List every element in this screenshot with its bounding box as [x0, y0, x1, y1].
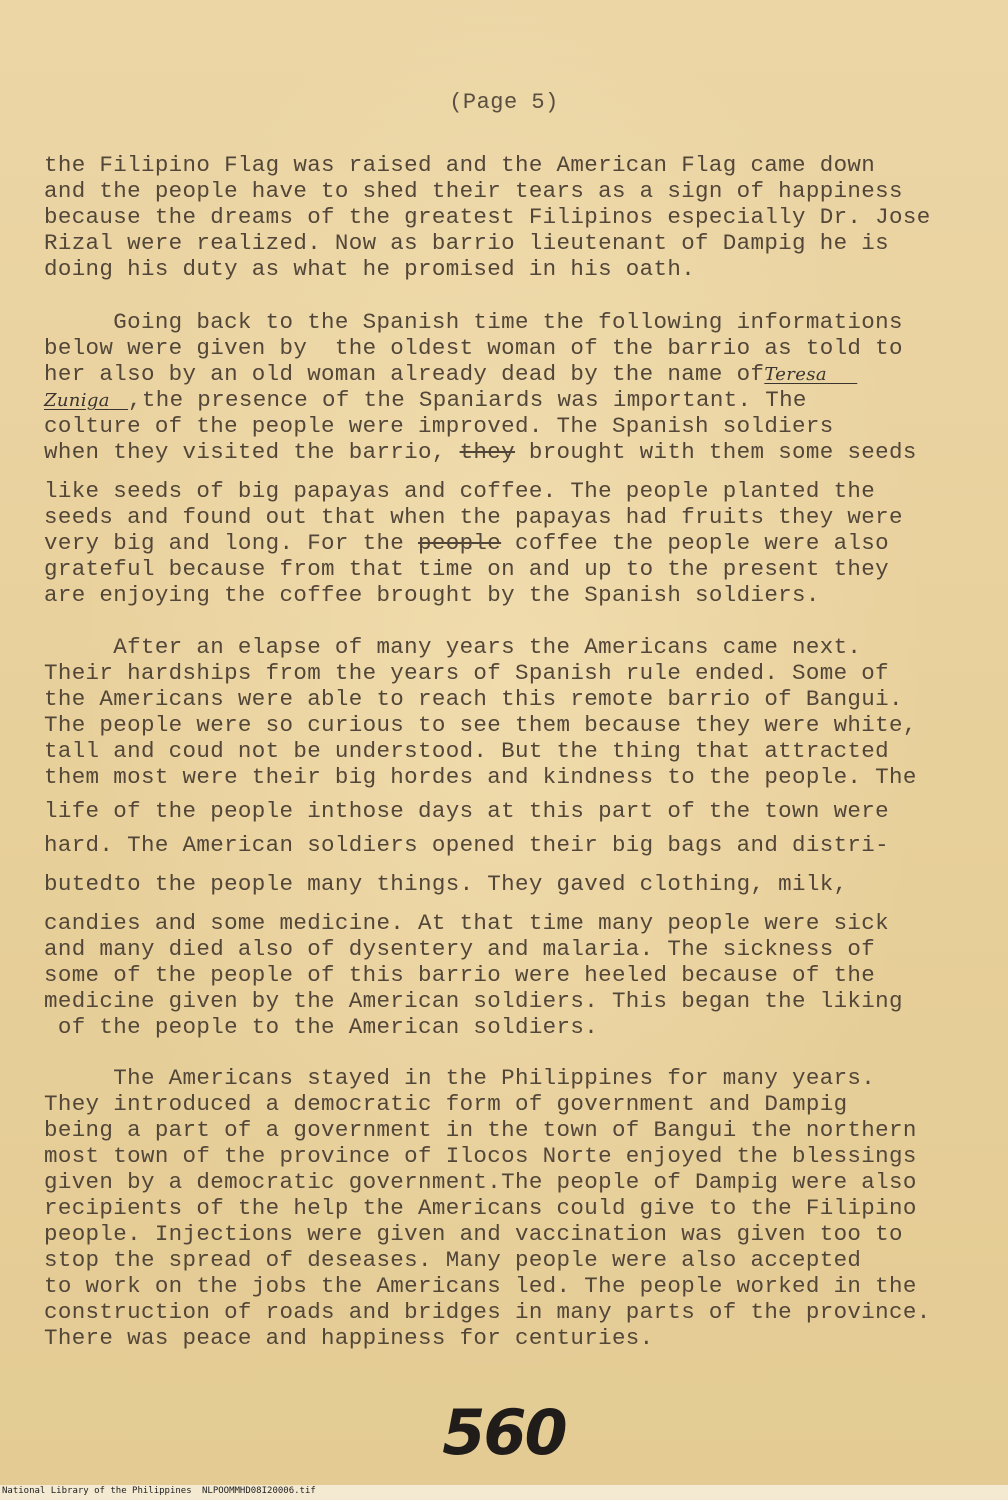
text-line: and many died also of dysentery and malaria. The sickness of [44, 936, 876, 962]
text-segment: brought with them some seeds [515, 439, 917, 465]
text-line: There was peace and happiness for centuries. [44, 1325, 654, 1351]
text-line: construction of roads and bridges in many parts of the province. [44, 1299, 931, 1325]
text-line: the Americans were able to reach this remote barrio of Bangui. [44, 686, 903, 712]
text-line: seeds and found out that when the papayas had fruits they were [44, 504, 903, 530]
text-line: Their hardships from the years of Spanish rule ended. Some of [44, 660, 889, 686]
text-line: them most were their big hordes and kindness to the people. The [44, 764, 917, 790]
struck-word: they [459, 439, 515, 465]
page-number-stamp: 560 [442, 1396, 566, 1469]
text-line [44, 530, 974, 556]
handwriting-blank [110, 390, 128, 411]
text-segment: very big and long. For the [44, 530, 419, 556]
text-line: medicine given by the American soldiers. This began the liking [44, 988, 903, 1014]
handwritten-first-name: Teresa [764, 364, 827, 385]
paragraph-1 [44, 152, 974, 282]
footer-library-label: National Library of the Philippines [2, 1486, 192, 1496]
handwriting-blank [827, 364, 857, 385]
text-line: some of the people of this barrio were heeled because of the [44, 962, 876, 988]
text-line: Going back to the Spanish time the following informations [44, 309, 903, 335]
text-line: doing his duty as what he promised in his oath. [44, 256, 696, 282]
text-line: most town of the province of Ilocos Norte enjoyed the blessings [44, 1143, 917, 1169]
text-line: of the people to the American soldiers. [44, 1014, 599, 1040]
text-line: The Americans stayed in the Philippines for many years. [44, 1065, 876, 1091]
text-line: The people were so curious to see them because they were white, [44, 712, 917, 738]
paragraph-4 [44, 1065, 974, 1351]
struck-word: people [418, 530, 502, 556]
text-segment: when they visited the barrio, [44, 439, 446, 465]
text-line: below were given by the oldest woman of the barrio as told to [44, 335, 903, 361]
text-line: hard. The American soldiers opened their big bags and distri- [44, 832, 889, 858]
text-line: stop the spread of deseases. Many people were also accepted [44, 1247, 862, 1273]
handwritten-last-name: Zuniga [44, 390, 110, 411]
text-line [44, 361, 974, 387]
text-line: They introduced a democratic form of government and Dampig [44, 1091, 848, 1117]
text-line: given by a democratic government.The people of Dampig were also [44, 1169, 917, 1195]
text-line [44, 387, 974, 413]
text-line: tall and coud not be understood. But the thing that attracted [44, 738, 889, 764]
text-line: recipients of the help the Americans could give to the Filipino [44, 1195, 917, 1221]
paragraph-3 [44, 634, 974, 1040]
text-line: the Filipino Flag was raised and the American Flag came down [44, 152, 876, 178]
text-line: being a part of a government in the town of Bangui the northern [44, 1117, 917, 1143]
text-line: colture of the people were improved. The Spanish soldiers [44, 413, 834, 439]
text-segment: ,the presence of the Spaniards was important. The [128, 387, 807, 413]
text-line: to work on the jobs the Americans led. The people worked in the [44, 1273, 917, 1299]
text-line: After an elapse of many years the Americans came next. [44, 634, 862, 660]
paragraph-2 [44, 309, 974, 608]
text-line: Rizal were realized. Now as barrio lieutenant of Dampig he is [44, 230, 889, 256]
text-segment: coffee the people were also [501, 530, 890, 556]
text-line: like seeds of big papayas and coffee. The people planted the [44, 478, 876, 504]
text-line: and the people have to shed their tears as a sign of happiness [44, 178, 903, 204]
text-line: life of the people inthose days at this part of the town were [44, 798, 889, 824]
footer-filename-label: NLPOOMMHD08I20006.tif [202, 1486, 316, 1496]
text-line: are enjoying the coffee brought by the Spanish soldiers. [44, 582, 820, 608]
text-line: grateful because from that time on and up to the present they [44, 556, 889, 582]
text-line: butedto the people many things. They gaved clothing, milk, [44, 871, 848, 897]
text-segment: her also by an old woman already dead by the name of [44, 361, 765, 387]
text-line: people. Injections were given and vaccination was given too to [44, 1221, 903, 1247]
text-line: candies and some medicine. At that time many people were sick [44, 910, 889, 936]
text-line [44, 439, 974, 465]
text-line: because the dreams of the greatest Filipinos especially Dr. Jose [44, 204, 931, 230]
page-header: (Page 5) [449, 90, 559, 115]
